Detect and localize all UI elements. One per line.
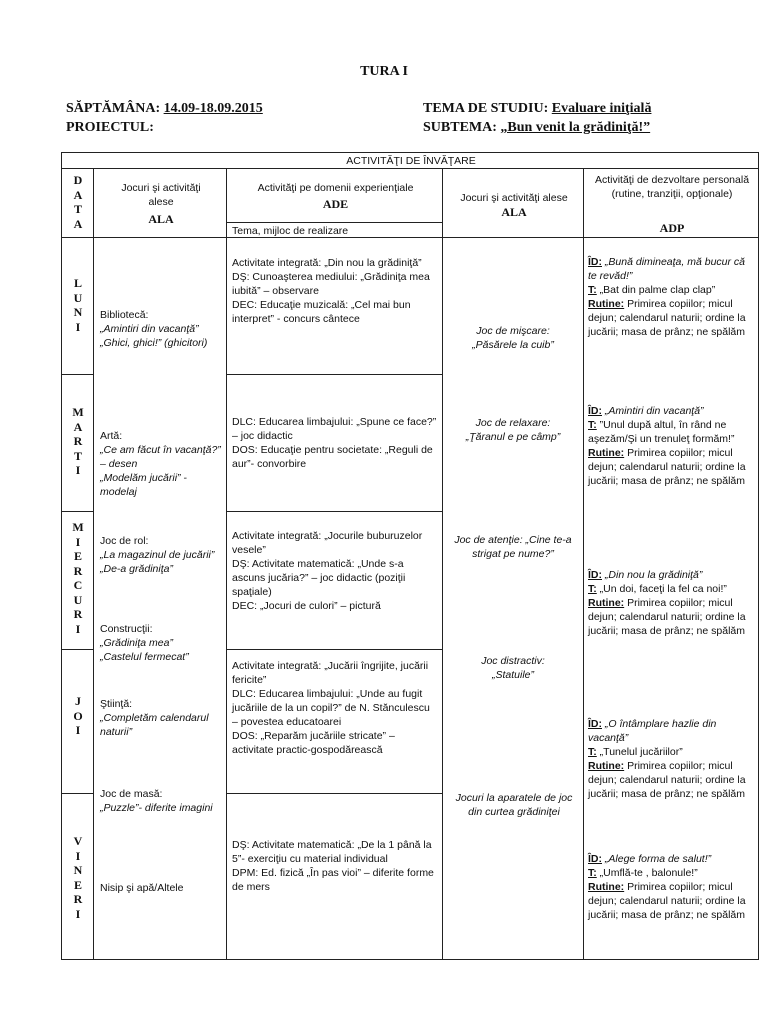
col-ala1-abbr: ALA bbox=[148, 212, 174, 226]
ade-line: DEC: „Jocuri de culori” – pictură bbox=[232, 600, 381, 612]
subtheme-line bbox=[423, 118, 650, 138]
adp-id-text: „Din nou la grădiniţă” bbox=[604, 569, 703, 581]
subtheme-label: SUBTEMA: bbox=[423, 120, 497, 135]
ala2-luni bbox=[448, 324, 578, 352]
adp-id-label: ÎD: bbox=[588, 569, 602, 581]
ade-line: DŞ: Activitate matematică: „De la 1 până la 5”- exerciţiu cu material individual bbox=[232, 839, 432, 865]
day-letter: V bbox=[73, 834, 83, 848]
adp-t-text: „Umflă-te , balonule!” bbox=[599, 867, 698, 879]
day-letter: R bbox=[73, 434, 83, 448]
adp-r-text: Primirea copiilor; micul dejun; calendarul naturii; ordine la jucării; masa de prânz; ne spălăm bbox=[588, 881, 746, 921]
ala1-nisip: Nisip şi apă/Altele bbox=[100, 882, 184, 894]
day-letter: I bbox=[75, 463, 81, 477]
day-letter: N bbox=[73, 305, 83, 319]
day-letter: A bbox=[73, 419, 83, 434]
ala1-masa-label: Joc de masă: bbox=[100, 788, 163, 800]
adp-r-label: Rutine: bbox=[588, 760, 625, 772]
ade-miercuri-text bbox=[232, 529, 438, 613]
day-letter: E bbox=[73, 549, 82, 563]
theme-line bbox=[423, 99, 651, 119]
adp-id-text: „O întâmplare hazlie din vacanţă” bbox=[588, 718, 717, 744]
col-ade-title: Activităţi pe domenii experienţiale bbox=[257, 182, 414, 194]
adp-t-label: T: bbox=[588, 419, 597, 431]
adp-r-text: Primirea copiilor; micul dejun; calendarul naturii; ordine la jucării; masa de prânz; ne spălăm bbox=[588, 298, 746, 338]
col-ade-sub-text: Tema, mijloc de realizare bbox=[232, 225, 349, 237]
day-letter: I bbox=[75, 906, 81, 921]
ala2-joi-label: Joc distractiv: bbox=[481, 655, 545, 667]
ade-line: DOS: „Reparăm jucăriile stricate” – activitate practic-gospodărească bbox=[232, 730, 395, 756]
day-luni bbox=[62, 276, 94, 334]
ade-cell-joi bbox=[226, 649, 443, 794]
table-top-heading-cell bbox=[61, 152, 759, 169]
col-ala1-title: Jocuri şi activităţi alese bbox=[121, 182, 201, 208]
ala2-miercuri-text: „Cine te-a strigat pe nume?” bbox=[472, 534, 572, 560]
ala1-constructii-1: „Grădiniţa mea” bbox=[100, 637, 173, 649]
table-top-heading: ACTIVITĂŢI DE ÎNVĂŢARE bbox=[346, 155, 476, 167]
col-ade-sub bbox=[226, 222, 443, 238]
day-letter: R bbox=[73, 607, 83, 621]
adp-id-text: „Bună dimineaţa, mă bucur că te revăd!” bbox=[588, 256, 745, 282]
col-data-header bbox=[61, 168, 94, 238]
ade-luni-text bbox=[232, 256, 438, 326]
day-cell-marti bbox=[61, 374, 94, 512]
ade-line: DEC: Educaţie muzicală: „Cel mai bun interpret” - concurs cântece bbox=[232, 299, 411, 325]
ala2-joi-text: „Statuile” bbox=[491, 669, 534, 681]
col-data-letters bbox=[62, 173, 94, 231]
adp-marti bbox=[588, 404, 754, 488]
adp-r-label: Rutine: bbox=[588, 881, 625, 893]
day-letter: O bbox=[73, 708, 83, 723]
ala2-column bbox=[442, 237, 584, 960]
ala1-constructii-label: Construcţii: bbox=[100, 623, 153, 635]
ala1-stiinta-1: „Completăm calendarul naturii” bbox=[100, 712, 209, 738]
day-vineri bbox=[62, 834, 94, 921]
ala1-constructii-2: „Castelul fermecat” bbox=[100, 651, 189, 663]
ala2-marti-label: Joc de relaxare: bbox=[475, 417, 551, 429]
ala2-luni-text: „Păsărele la cuib” bbox=[472, 339, 554, 351]
adp-id-label: ÎD: bbox=[588, 853, 602, 865]
day-letter: R bbox=[73, 892, 83, 906]
adp-id-label: ÎD: bbox=[588, 256, 602, 268]
ala1-stiinta bbox=[100, 697, 220, 739]
adp-r-text: Primirea copiilor; micul dejun; calendarul naturii; ordine la jucării; masa de prânz; ne spălăm bbox=[588, 447, 746, 487]
ala1-masa bbox=[100, 787, 220, 815]
ade-line: DŞ: Cunoaşterea mediului: „Grădiniţa mea iubită” – observare bbox=[232, 271, 430, 297]
col-adp-abbr: ADP bbox=[659, 221, 685, 235]
subtheme-value: „Bun venit la grădiniţă!” bbox=[500, 120, 651, 135]
activities-table bbox=[61, 152, 759, 960]
col-adp-header bbox=[583, 168, 759, 238]
adp-t-label: T: bbox=[588, 583, 597, 595]
day-letter: E bbox=[73, 877, 82, 892]
ala1-arta-label: Artă: bbox=[100, 430, 123, 442]
ala1-rol bbox=[100, 534, 220, 576]
day-letter: T bbox=[73, 448, 82, 463]
adp-luni bbox=[588, 255, 754, 339]
col-ade-abbr: ADE bbox=[322, 197, 349, 211]
ade-cell-marti bbox=[226, 374, 443, 512]
week-line bbox=[66, 99, 263, 119]
day-letter: I bbox=[75, 621, 81, 636]
ade-joi-text bbox=[232, 659, 438, 757]
ala1-rol-2: „De-a grădiniţa” bbox=[100, 563, 173, 575]
ala1-biblioteca-label: Bibliotecă: bbox=[100, 309, 149, 321]
day-letter: I bbox=[75, 319, 81, 334]
ala1-arta bbox=[100, 429, 222, 499]
day-letter: N bbox=[73, 863, 83, 877]
data-header-letter: A bbox=[73, 187, 83, 202]
adp-t-text: „Un doi, faceţi la fel ca noi!” bbox=[599, 583, 727, 595]
adp-t-label: T: bbox=[588, 746, 597, 758]
document-title: TURA I bbox=[360, 64, 408, 79]
ala2-luni-label: Joc de mişcare: bbox=[476, 325, 550, 337]
day-letter: L bbox=[73, 276, 82, 290]
ala2-vineri-label: Jocuri la aparatele de joc din curtea grădiniţei bbox=[455, 792, 573, 818]
ade-line: DPM: Ed. fizică „În pas vioi” – diferite forme de mers bbox=[232, 867, 434, 893]
col-ala1-header bbox=[93, 168, 227, 238]
day-cell-miercuri bbox=[61, 511, 94, 650]
adp-r-label: Rutine: bbox=[588, 597, 625, 609]
adp-id-text: „Amintiri din vacanţă” bbox=[604, 405, 704, 417]
day-letter: U bbox=[73, 290, 83, 305]
col-ala2-abbr: ALA bbox=[501, 205, 527, 219]
day-letter: M bbox=[72, 520, 84, 534]
day-miercuri bbox=[62, 520, 94, 636]
ade-line: DŞ: Activitate matematică: „Unde s-a ascuns jucăria?” – joc didactic (poziţii spaţiale) bbox=[232, 558, 406, 598]
data-header-letter: D bbox=[73, 173, 83, 187]
data-header-letter: A bbox=[73, 216, 83, 231]
ala2-miercuri bbox=[451, 533, 575, 561]
adp-t-text: „Tunelul jucăriilor” bbox=[599, 746, 683, 758]
ade-marti-text bbox=[232, 415, 438, 471]
theme-label: TEMA DE STUDIU: bbox=[423, 101, 549, 116]
week-value: 14.09-18.09.2015 bbox=[163, 101, 263, 116]
ala2-marti-text: „Ţăranul e pe câmp” bbox=[465, 431, 561, 443]
adp-miercuri bbox=[588, 568, 754, 638]
adp-id-label: ÎD: bbox=[588, 718, 602, 730]
ade-line: DLC: Educarea limbajului: „Spune ce face?” – joc didactic bbox=[232, 416, 437, 442]
ade-vineri-text bbox=[232, 838, 438, 894]
adp-vineri bbox=[588, 852, 754, 922]
theme-value: Evaluare iniţială bbox=[551, 101, 652, 116]
ala2-marti bbox=[448, 416, 578, 444]
ala2-joi bbox=[448, 654, 578, 682]
ala1-column bbox=[93, 237, 227, 960]
adp-column bbox=[583, 237, 759, 960]
adp-t-label: T: bbox=[588, 284, 597, 296]
adp-id-text: „Alege forma de salut!” bbox=[604, 853, 712, 865]
ala1-rol-label: Joc de rol: bbox=[100, 535, 149, 547]
day-joi bbox=[62, 694, 94, 738]
adp-t-label: T: bbox=[588, 867, 597, 879]
col-ala2-header bbox=[442, 168, 584, 238]
day-marti bbox=[62, 405, 94, 478]
ade-cell-luni bbox=[226, 237, 443, 375]
day-letter: I bbox=[75, 723, 81, 737]
adp-t-text: ”Unul după altul, în rând ne aşezăm/Şi un trenuleţ formăm!” bbox=[588, 419, 735, 445]
adp-t-text: „Bat din palme clap clap” bbox=[599, 284, 716, 296]
ala1-masa-1: „Puzzle”- diferite imagini bbox=[100, 802, 213, 814]
day-letter: J bbox=[75, 694, 81, 708]
day-cell-vineri bbox=[61, 793, 94, 960]
ala1-biblioteca bbox=[100, 308, 220, 350]
col-ala2-title: Jocuri şi activităţi alese bbox=[460, 192, 568, 204]
ala1-arta-1: „Ce am făcut în vacanţă?” – desen bbox=[100, 444, 221, 470]
ade-line: Activitate integrată: „Jocurile buburuzelor vesele” bbox=[232, 530, 423, 556]
day-cell-joi bbox=[61, 649, 94, 794]
week-label: SĂPTĂMÂNA: bbox=[66, 101, 161, 116]
adp-r-label: Rutine: bbox=[588, 447, 625, 459]
day-letter: U bbox=[73, 592, 83, 607]
ala1-arta-2: „Modelăm jucării” - modelaj bbox=[100, 472, 187, 498]
ade-line: DLC: Educarea limbajului: „Unde au fugit jucăriile de la un copil?” de N. Stănculescu – povestea educatoarei bbox=[232, 688, 430, 728]
ala1-stiinta-label: Ştiinţă: bbox=[100, 698, 133, 710]
ade-line: Activitate integrată: „Jucării îngrijite, jucării fericite” bbox=[232, 660, 429, 686]
col-ade-header bbox=[226, 168, 443, 223]
day-letter: I bbox=[75, 534, 81, 549]
ala1-constructii bbox=[100, 622, 220, 664]
ade-line: Activitate integrată: „Din nou la grădiniţă” bbox=[232, 257, 422, 269]
day-letter: I bbox=[75, 848, 81, 863]
day-cell-luni bbox=[61, 237, 94, 375]
project-label: PROIECTUL: bbox=[66, 120, 154, 135]
adp-r-label: Rutine: bbox=[588, 298, 625, 310]
ala1-biblioteca-2: „Ghici, ghici!” (ghicitori) bbox=[100, 337, 208, 349]
ade-cell-vineri bbox=[226, 793, 443, 960]
adp-r-text: Primirea copiilor; micul dejun; calendarul naturii; ordine la jucării; masa de prânz; ne spălăm bbox=[588, 597, 746, 637]
day-letter: C bbox=[73, 578, 83, 592]
day-letter: M bbox=[72, 405, 84, 419]
adp-r-text: Primirea copiilor; micul dejun; calendarul naturii; ordine la jucării; masa de prânz; ne spălăm bbox=[588, 760, 746, 800]
ala2-miercuri-label: Joc de atenţie: bbox=[454, 534, 523, 546]
data-header-letter: T bbox=[73, 202, 82, 216]
ala2-vineri bbox=[448, 791, 580, 819]
adp-id-label: ÎD: bbox=[588, 405, 602, 417]
ala1-rol-1: „La magazinul de jucării” bbox=[100, 549, 215, 561]
day-letter: R bbox=[73, 563, 83, 578]
ala1-biblioteca-1: „Amintiri din vacanţă” bbox=[100, 323, 199, 335]
col-adp-title: Activităţi de dezvoltare personală (rutine, tranziţii, opţionale) bbox=[594, 174, 750, 200]
ade-line: DOS: Educaţie pentru societate: „Reguli de aur”- convorbire bbox=[232, 444, 433, 470]
ade-cell-miercuri bbox=[226, 511, 443, 650]
adp-joi bbox=[588, 717, 754, 801]
